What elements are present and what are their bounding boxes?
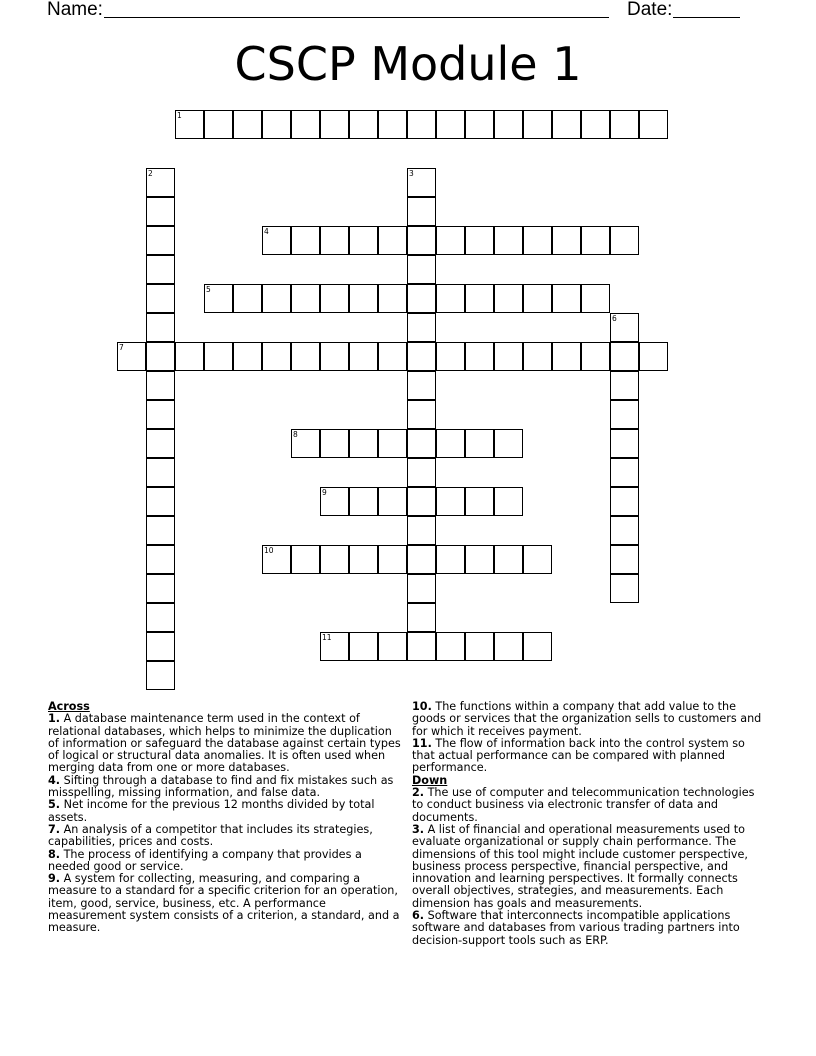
clue-item-number: 5. xyxy=(48,798,61,812)
grid-cell[interactable] xyxy=(436,110,465,139)
grid-cell[interactable] xyxy=(436,545,465,574)
grid-cell[interactable] xyxy=(146,661,175,690)
grid-cell[interactable] xyxy=(407,255,436,284)
clue-item xyxy=(412,738,768,775)
clue-item-number: 3. xyxy=(412,822,425,836)
grid-cell[interactable] xyxy=(349,487,378,516)
grid-cell[interactable] xyxy=(262,545,291,574)
grid-cell[interactable] xyxy=(349,110,378,139)
grid-cell[interactable] xyxy=(523,545,552,574)
grid-cell[interactable] xyxy=(349,226,378,255)
grid-cell[interactable] xyxy=(407,313,436,342)
clue-item-number: 8. xyxy=(48,847,61,861)
grid-cell[interactable] xyxy=(407,574,436,603)
clue-item-number: 9. xyxy=(48,872,61,886)
grid-cell[interactable] xyxy=(233,284,262,313)
grid-cell[interactable] xyxy=(320,342,349,371)
grid-cell[interactable] xyxy=(494,342,523,371)
grid-cell[interactable] xyxy=(407,545,436,574)
clue-number: 1 xyxy=(177,111,182,120)
grid-cell[interactable] xyxy=(117,342,146,371)
grid-cell[interactable] xyxy=(639,110,668,139)
grid-cell[interactable] xyxy=(465,110,494,139)
grid-cell[interactable] xyxy=(146,226,175,255)
grid-cell[interactable] xyxy=(581,342,610,371)
grid-cell[interactable] xyxy=(610,574,639,603)
grid-cell[interactable] xyxy=(378,545,407,574)
grid-cell[interactable] xyxy=(146,545,175,574)
grid-cell[interactable] xyxy=(146,632,175,661)
grid-cell[interactable] xyxy=(349,342,378,371)
grid-cell[interactable] xyxy=(465,342,494,371)
grid-cell[interactable] xyxy=(552,284,581,313)
clue-item-text: The functions within a company that add value to the goods or services that the organization sells to customers and for which it receives payment. xyxy=(412,700,762,738)
grid-cell[interactable] xyxy=(436,226,465,255)
grid-cell[interactable] xyxy=(146,255,175,284)
grid-cell[interactable] xyxy=(494,487,523,516)
grid-cell[interactable] xyxy=(291,429,320,458)
clue-item-number: 4. xyxy=(48,773,61,787)
page-title: CSCP Module 1 xyxy=(234,37,582,91)
grid-cell[interactable] xyxy=(465,429,494,458)
grid-cell[interactable] xyxy=(320,487,349,516)
grid-cell[interactable] xyxy=(639,342,668,371)
clue-number: 3 xyxy=(409,169,414,178)
grid-cell[interactable] xyxy=(552,342,581,371)
clue-item xyxy=(48,824,406,849)
grid-cell[interactable] xyxy=(378,226,407,255)
grid-cell[interactable] xyxy=(523,342,552,371)
grid-cell[interactable] xyxy=(465,284,494,313)
grid-cell[interactable] xyxy=(320,632,349,661)
grid-cell[interactable] xyxy=(407,110,436,139)
across-heading: Across xyxy=(48,700,90,713)
grid-cell[interactable] xyxy=(407,226,436,255)
grid-cell[interactable] xyxy=(233,342,262,371)
grid-cell[interactable] xyxy=(175,342,204,371)
grid-cell[interactable] xyxy=(291,342,320,371)
across-clue-list xyxy=(48,713,406,934)
grid-cell[interactable] xyxy=(610,516,639,545)
grid-cell[interactable] xyxy=(436,487,465,516)
clue-number: 6 xyxy=(612,314,617,323)
clue-item-text: A database maintenance term used in the context of relational databases, which helps to minimize the duplication of information or safeguard the database against certain types of logical or structural data anomalies. It is often used when merging data from one or more databases. xyxy=(48,712,401,775)
clue-number: 7 xyxy=(119,343,124,352)
clue-number: 11 xyxy=(322,633,332,642)
grid-cell[interactable] xyxy=(407,632,436,661)
clue-item-number: 10. xyxy=(412,700,432,713)
grid-cell[interactable] xyxy=(175,110,204,139)
grid-cell[interactable] xyxy=(523,284,552,313)
grid-cell[interactable] xyxy=(204,342,233,371)
date-label: Date: xyxy=(627,0,673,20)
grid-cell[interactable] xyxy=(610,313,639,342)
grid-cell[interactable] xyxy=(320,545,349,574)
clue-item-text: The process of identifying a company that provides a needed good or service. xyxy=(48,847,362,873)
clue-number: 9 xyxy=(322,488,327,497)
grid-cell[interactable] xyxy=(407,197,436,226)
grid-cell[interactable] xyxy=(407,603,436,632)
grid-cell[interactable] xyxy=(146,284,175,313)
grid-cell[interactable] xyxy=(262,342,291,371)
clue-item-text: An analysis of a competitor that includes its strategies, capabilities, prices and costs. xyxy=(48,822,373,849)
grid-cell[interactable] xyxy=(436,429,465,458)
grid-cell[interactable] xyxy=(407,284,436,313)
grid-cell[interactable] xyxy=(610,545,639,574)
down-heading: Down xyxy=(412,773,448,787)
clue-item-number: 7. xyxy=(48,822,61,836)
grid-cell[interactable] xyxy=(291,110,320,139)
grid-cell[interactable] xyxy=(610,400,639,429)
grid-cell[interactable] xyxy=(320,110,349,139)
grid-cell[interactable] xyxy=(378,342,407,371)
grid-cell[interactable] xyxy=(610,371,639,400)
grid-cell[interactable] xyxy=(581,284,610,313)
grid-cell[interactable] xyxy=(581,226,610,255)
grid-cell[interactable] xyxy=(320,429,349,458)
clue-item-number: 11. xyxy=(412,736,432,750)
grid-cell[interactable] xyxy=(146,400,175,429)
grid-cell[interactable] xyxy=(204,110,233,139)
clues-left-column xyxy=(48,701,406,935)
grid-cell[interactable] xyxy=(494,545,523,574)
grid-cell[interactable] xyxy=(146,313,175,342)
grid-cell[interactable] xyxy=(349,429,378,458)
grid-cell[interactable] xyxy=(262,226,291,255)
clue-item-text: Software that interconnects incompatible applications software and databases from various trading partners into decision-support tools such as ERP. xyxy=(412,909,740,947)
grid-cell[interactable] xyxy=(610,487,639,516)
grid-cell[interactable] xyxy=(320,226,349,255)
grid-cell[interactable] xyxy=(610,429,639,458)
grid-cell[interactable] xyxy=(407,458,436,487)
grid-cell[interactable] xyxy=(436,342,465,371)
grid-cell[interactable] xyxy=(146,487,175,516)
clue-number: 8 xyxy=(293,430,298,439)
grid-cell[interactable] xyxy=(262,284,291,313)
grid-cell[interactable] xyxy=(494,226,523,255)
clue-item xyxy=(412,824,768,910)
clue-number: 5 xyxy=(206,285,211,294)
grid-cell[interactable] xyxy=(320,284,349,313)
clue-item-number: 2. xyxy=(412,786,425,800)
down-clue-list xyxy=(412,787,768,947)
grid-cell[interactable] xyxy=(407,487,436,516)
grid-cell[interactable] xyxy=(146,458,175,487)
grid-cell[interactable] xyxy=(610,458,639,487)
clue-item-text: Net income for the previous 12 months divided by total assets. xyxy=(48,798,375,824)
grid-cell[interactable] xyxy=(494,632,523,661)
grid-cell[interactable] xyxy=(523,226,552,255)
grid-cell[interactable] xyxy=(378,487,407,516)
clue-item xyxy=(412,910,768,947)
grid-cell[interactable] xyxy=(291,545,320,574)
clue-item xyxy=(48,799,406,824)
clue-number: 2 xyxy=(148,169,153,178)
grid-cell[interactable] xyxy=(465,226,494,255)
clue-number: 10 xyxy=(264,546,274,555)
grid-cell[interactable] xyxy=(378,429,407,458)
grid-cell[interactable] xyxy=(610,342,639,371)
grid-cell[interactable] xyxy=(291,284,320,313)
clue-item xyxy=(48,849,406,874)
grid-cell[interactable] xyxy=(378,632,407,661)
grid-cell[interactable] xyxy=(407,168,436,197)
clue-item-number: 1. xyxy=(48,712,61,726)
clue-item xyxy=(48,775,406,800)
grid-cell[interactable] xyxy=(349,284,378,313)
clue-item-text: A list of financial and operational measurements used to evaluate organizational or supply chain performance. The dimensions of this tool might include customer perspective, business process perspective, financial perspective, and innovation and learning perspectives. It formally connects overall objectives, strategies, and measurements. Each dimension has goals and measurements. xyxy=(412,822,748,910)
grid-cell[interactable] xyxy=(349,632,378,661)
clue-item-text: The use of computer and telecommunication technologies to conduct business via electronic transfer of data and documents. xyxy=(412,786,755,824)
grid-cell[interactable] xyxy=(262,110,291,139)
grid-cell[interactable] xyxy=(146,371,175,400)
grid-cell[interactable] xyxy=(291,226,320,255)
grid-cell[interactable] xyxy=(610,226,639,255)
clue-number: 4 xyxy=(264,227,269,236)
across-clue-list-continued xyxy=(412,701,768,775)
grid-cell[interactable] xyxy=(204,284,233,313)
grid-cell[interactable] xyxy=(146,516,175,545)
grid-cell[interactable] xyxy=(146,168,175,197)
clue-item-number: 6. xyxy=(412,909,425,923)
grid-cell[interactable] xyxy=(465,545,494,574)
grid-cell[interactable] xyxy=(146,342,175,371)
name-label: Name: xyxy=(47,0,103,20)
grid-cell[interactable] xyxy=(552,226,581,255)
grid-cell[interactable] xyxy=(552,110,581,139)
grid-cell[interactable] xyxy=(146,429,175,458)
grid-cell[interactable] xyxy=(407,400,436,429)
clue-item xyxy=(412,701,768,738)
grid-cell[interactable] xyxy=(436,632,465,661)
grid-cell[interactable] xyxy=(146,197,175,226)
grid-cell[interactable] xyxy=(146,574,175,603)
grid-cell[interactable] xyxy=(146,603,175,632)
grid-cell[interactable] xyxy=(610,110,639,139)
clue-item xyxy=(48,713,406,774)
clues-right-column xyxy=(412,701,768,947)
grid-cell[interactable] xyxy=(378,110,407,139)
grid-cell[interactable] xyxy=(378,284,407,313)
grid-cell[interactable] xyxy=(523,632,552,661)
grid-cell[interactable] xyxy=(465,632,494,661)
grid-cell[interactable] xyxy=(407,342,436,371)
grid-cell[interactable] xyxy=(407,516,436,545)
grid-cell[interactable] xyxy=(465,487,494,516)
grid-cell[interactable] xyxy=(407,429,436,458)
grid-cell[interactable] xyxy=(436,284,465,313)
grid-cell[interactable] xyxy=(349,545,378,574)
grid-cell[interactable] xyxy=(494,110,523,139)
grid-cell[interactable] xyxy=(494,429,523,458)
clue-item-text: The flow of information back into the control system so that actual performance can be compared with planned performance. xyxy=(412,736,745,775)
grid-cell[interactable] xyxy=(233,110,262,139)
grid-cell[interactable] xyxy=(494,284,523,313)
grid-cell[interactable] xyxy=(407,371,436,400)
grid-cell[interactable] xyxy=(523,110,552,139)
clue-item-text: Sifting through a database to find and fix mistakes such as misspelling, missing information, and false data. xyxy=(48,773,394,800)
clue-item xyxy=(48,873,406,934)
grid-cell[interactable] xyxy=(581,110,610,139)
clue-item-text: A system for collecting, measuring, and comparing a measure to a standard for a specific criterion for an operation, item, good, service, business, etc. A performance measurement system consists of a criterion, a standard, and a measure. xyxy=(48,872,400,935)
clue-item xyxy=(412,787,768,824)
